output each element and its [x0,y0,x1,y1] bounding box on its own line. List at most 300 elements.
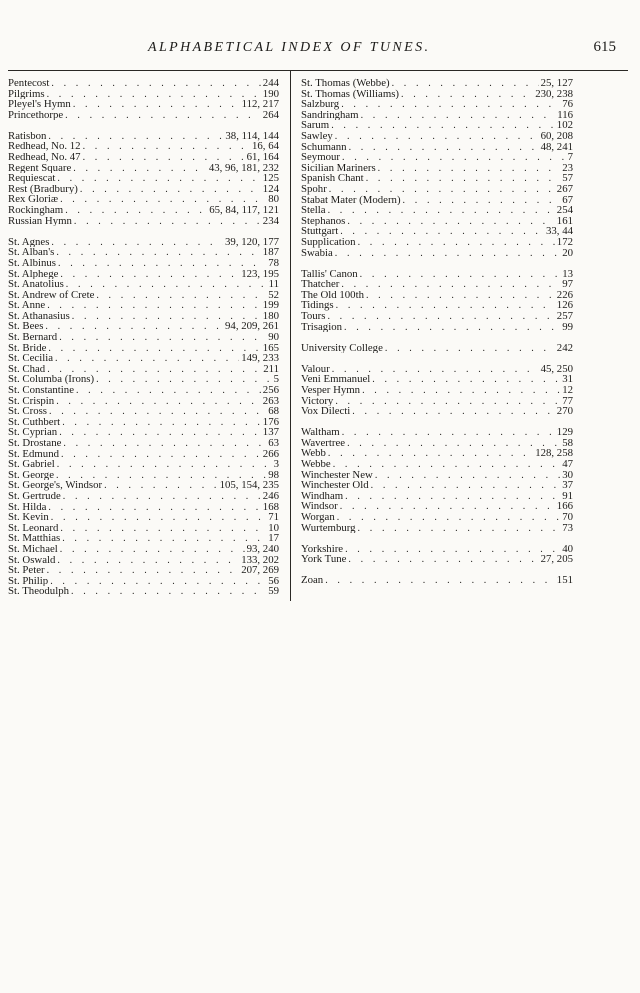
index-group [301,575,573,586]
tune-name: Rest (Bradbury) [8,183,78,195]
index-entry [8,523,279,534]
tune-name: Webb [301,448,326,459]
dot-leader [56,397,261,407]
page-references: 128, 258 [535,448,573,459]
dot-leader [337,513,560,523]
index-entry [301,163,573,174]
index-entry [8,427,279,438]
index-group [8,78,279,120]
page-references: 80 [268,194,279,206]
index-entry [8,290,279,301]
tune-name: Princethorpe [8,109,64,121]
page-references: 257 [556,310,573,322]
index-entry [301,173,573,184]
tune-name: St. Athanasius [8,310,70,322]
page-references: 230, 238 [535,88,573,100]
dot-leader [80,185,261,195]
index-entry [8,343,279,354]
tune-name: Spanish Chant [301,173,364,184]
dot-leader [347,217,554,227]
page-references: 48, 241 [540,141,573,153]
index-group [301,544,573,565]
dot-leader [47,90,261,100]
page-references: 20 [562,247,573,259]
index-entry [301,269,573,280]
page-references: 190 [262,88,279,100]
dot-leader [51,79,260,89]
tune-name: Stabat Mater (Modern) [301,194,401,206]
index-entry [301,470,573,481]
page-references: 116 [557,109,573,121]
dot-leader [366,174,561,184]
dot-leader [73,100,240,110]
page-references: 176 [262,416,279,428]
dot-leader [47,566,240,576]
page-references: 267 [556,183,573,195]
tune-name: Windham [301,490,344,502]
page-references: 207, 269 [241,565,279,576]
tune-name: St. Albinus [8,257,57,269]
index-entry [8,110,279,121]
index-entry [8,205,279,216]
dot-leader [72,312,261,322]
index-entry [8,396,279,407]
tune-name: St. Cuthbert [8,416,61,428]
index-entry [8,512,279,523]
index-column-right [301,78,573,596]
page-references: 125 [262,173,279,184]
tune-name: St. Crispin [8,395,55,407]
dot-leader [58,259,266,269]
index-entry [8,417,279,428]
page-references: 33, 44 [546,226,573,237]
header-rule [8,70,628,71]
page-references: 246 [262,490,279,502]
index-entry [8,555,279,566]
index-entry [301,554,573,565]
tune-name: Tidings [301,300,334,311]
dot-leader [328,449,533,459]
page-references: 39, 120, 177 [225,236,279,248]
tune-name: Pilgrims [8,88,45,100]
tune-name: St. Drostane [8,438,62,449]
index-entry [301,300,573,311]
index-entry [8,321,279,332]
page-references: 151 [556,575,573,586]
dot-leader [371,481,561,491]
page-references: 102 [556,120,573,131]
page-references: 93, 240 [246,543,279,555]
page-references: 17 [268,533,279,544]
column-divider [290,71,291,601]
index-entry [8,374,279,385]
dot-leader [65,206,207,216]
page-references: 23 [562,162,573,174]
tune-name: St. Theodulph [8,586,69,597]
page-references: 149, 233 [241,353,279,364]
index-entry [301,406,573,417]
dot-leader [49,407,266,417]
page-references: 168 [262,501,279,513]
tune-name: St. Leonard [8,522,59,534]
tune-name: St. Matthias [8,533,61,544]
tune-name: Windsor [301,501,338,512]
page-references: 5 [273,374,279,386]
index-group [301,343,573,354]
tune-name: Stella [301,205,326,216]
page-references: 112, 217 [241,99,279,110]
dot-leader [342,428,555,438]
page-number: 615 [593,39,616,55]
dot-leader [335,249,560,259]
dot-leader [76,386,261,396]
index-entry [301,459,573,470]
tune-name: St. Philip [8,575,49,587]
tune-name: Sandringham [301,109,359,121]
dot-leader [59,428,261,438]
dot-leader [325,576,555,586]
index-entry [8,364,279,375]
dot-leader [55,354,239,364]
dot-leader [358,238,555,248]
tune-name: St. Michael [8,543,58,555]
dot-leader [341,100,560,110]
page-references: 187 [262,247,279,258]
dot-leader [348,555,538,565]
tune-name: St. Edmund [8,448,59,460]
tune-name: St. George [8,469,54,481]
page-references: 99 [562,321,573,333]
dot-leader [345,545,560,555]
tune-name: St. Andrew of Crete [8,289,95,301]
page-references: 133, 202 [241,554,279,566]
dot-leader [56,471,266,481]
index-entry [8,258,279,269]
index-entry [8,152,279,163]
tune-name: St. Oswald [8,554,56,566]
dot-leader [336,301,555,311]
tune-name: St. Hilda [8,501,47,513]
index-entry [301,385,573,396]
tune-name: Redhead, No. 12 [8,141,81,153]
tune-name: Requiescat [8,173,56,184]
dot-leader [65,111,261,121]
dot-leader [331,121,555,131]
page-references: 63 [268,438,279,449]
page-references: 37 [562,480,573,491]
page-references: 47 [562,459,573,470]
dot-leader [57,460,272,470]
page-header [0,40,640,62]
dot-leader [74,217,261,227]
index-entry [8,502,279,513]
page-references: 244 [262,78,279,89]
dot-leader [83,142,250,152]
page-references: 13 [562,268,573,280]
index-entry [301,427,573,438]
tune-name: Pentecost [8,78,50,89]
tune-name: Sicilian Mariners [301,162,376,174]
index-entry [8,533,279,544]
tune-name: Salzburg [301,99,340,110]
index-group [301,427,573,533]
tune-name: St. Kevin [8,512,49,523]
index-entry [301,99,573,110]
tune-name: Redhead, No. 47 [8,152,81,163]
index-entry [301,89,573,100]
page-references: 105, 154, 235 [219,480,279,491]
tune-name: St. Gertrude [8,490,61,502]
page-references: 11 [268,279,279,290]
index-entry [8,449,279,460]
dot-leader [60,545,245,555]
tune-name: Ratisbon [8,130,47,142]
index-entry [8,269,279,280]
page-references: 266 [262,448,279,460]
index-entry [301,438,573,449]
dot-leader [335,132,539,142]
index-group [8,237,279,597]
page-references: 94, 209, 261 [225,321,279,333]
dot-leader [63,492,261,502]
tune-name: Swabia [301,247,333,259]
page-references: 78 [268,257,279,269]
tune-name: St. Anatolius [8,279,64,290]
dot-leader [62,534,266,544]
tune-name: Winchester Old [301,480,369,491]
dot-leader [335,397,560,407]
dot-leader [403,196,561,206]
index-entry [301,279,573,290]
page-references: 27, 205 [540,554,573,565]
dot-leader [60,270,239,280]
dot-leader [48,132,223,142]
tune-name: St. Columba (Irons) [8,374,95,386]
index-group [8,131,279,226]
index-entry [8,576,279,587]
dot-leader [375,471,560,481]
tune-name: Schumann [301,141,347,153]
page-references: 264 [262,109,279,121]
dot-leader [352,407,555,417]
tune-name: Stephanos [301,215,346,227]
index-entry [8,385,279,396]
dot-leader [62,418,261,428]
dot-leader [378,164,561,174]
index-entry [301,374,573,385]
index-entry [301,216,573,227]
tune-name: St. George's, Windsor [8,480,103,491]
index-entry [301,78,573,89]
page-references: 166 [556,501,573,512]
page-references: 211 [263,363,279,375]
index-entry [8,78,279,89]
index-entry [8,491,279,502]
tune-name: Russian Hymn [8,215,72,227]
dot-leader [60,195,266,205]
tune-name: Worgan [301,511,335,523]
index-entry [8,300,279,311]
tune-name: Veni Emmanuel [301,374,371,385]
page-references: 199 [262,300,279,311]
page-references: 254 [556,205,573,216]
tune-name: Pleyel's Hymn [8,99,71,110]
dot-leader [57,556,239,566]
page-references: 68 [268,406,279,417]
dot-leader [60,524,266,534]
index-entry [301,290,573,301]
index-entry [8,459,279,470]
tune-name: Tours [301,310,326,322]
page-references: 60, 208 [540,130,573,142]
page-references: 57 [562,173,573,184]
page-references: 65, 84, 117, 121 [209,205,279,216]
tune-name: Sawley [301,130,333,142]
page-references: 71 [268,512,279,523]
tune-name: Regent Square [8,162,72,174]
tune-name: Yorkshire [301,543,344,555]
dot-leader [349,143,539,153]
index-entry [8,247,279,258]
tune-name: Webbe [301,459,331,470]
page-references: 31 [562,374,573,385]
index-entry [301,512,573,523]
page-references: 263 [262,395,279,407]
page-references: 180 [262,310,279,322]
tune-name: St. Alphege [8,268,59,280]
tune-name: St. Anne [8,300,46,311]
index-entry [8,565,279,576]
tune-name: Tallis' Canon [301,268,358,280]
index-entry [301,322,573,333]
page-references: 16, 64 [252,141,279,153]
dot-leader [341,280,560,290]
index-entry [8,279,279,290]
tune-name: St. Cross [8,406,48,417]
dot-leader [344,323,560,333]
index-entry [8,353,279,364]
page-references: 256 [262,385,279,396]
dot-leader [61,450,261,460]
index-entry [301,248,573,259]
dot-leader [358,524,561,534]
page-title: ALPHABETICAL INDEX OF TUNES. [148,40,431,55]
index-entry [8,470,279,481]
index-entry [301,575,573,586]
dot-leader [366,291,555,301]
index-entry [8,173,279,184]
dot-leader [104,481,218,491]
page-references: 70 [562,511,573,523]
page-references: 98 [268,469,279,481]
dot-leader [361,111,556,121]
page-references: 137 [262,427,279,438]
dot-leader [372,375,560,385]
page-references: 10 [268,522,279,534]
index-entry [301,480,573,491]
dot-leader [328,206,555,216]
index-entry [8,89,279,100]
tune-name: Wurtemburg [301,522,356,534]
page-references: 77 [562,395,573,407]
tune-name: York Tune [301,554,347,565]
dot-leader [57,174,260,184]
index-entry [8,311,279,322]
tune-name: St. Constantine [8,385,74,396]
page-references: 25, 127 [540,78,573,89]
dot-leader [345,492,560,502]
index-entry [8,406,279,417]
index-entry [301,501,573,512]
dot-leader [347,439,560,449]
tune-name: Winchester New [301,469,373,481]
tune-name: University College [301,342,383,354]
page-references: 165 [262,342,279,354]
page-references: 43, 96, 181, 232 [208,162,279,174]
dot-leader [362,386,560,396]
dot-leader [51,238,223,248]
index-entry [8,184,279,195]
index-group [301,269,573,333]
index-entry [8,216,279,227]
page-references: 226 [556,289,573,301]
page-references: 40 [562,543,573,555]
tune-name: Rex Gloriæ [8,194,59,206]
page-references: 45, 250 [540,363,573,375]
tune-name: St. Thomas (Williams) [301,88,400,100]
index-entry [8,332,279,343]
index-entry [301,131,573,142]
page-references: 172 [556,236,573,248]
index-entry [301,448,573,459]
index-entry [301,364,573,375]
page-references: 59 [268,586,279,597]
page-references: 73 [562,522,573,534]
tune-name: Supplication [301,236,356,248]
page-references: 126 [556,300,573,311]
index-entry [301,544,573,555]
dot-leader [47,365,261,375]
dot-leader [48,503,260,513]
index-group [301,364,573,417]
tune-name: St. Bernard [8,332,58,343]
tune-name: St. Thomas (Webbe) [301,78,390,89]
tune-name: Vox Dilecti [301,406,351,417]
tune-name: St. Bees [8,321,44,333]
dot-leader [51,513,266,523]
page-references: 129 [556,427,573,438]
index-entry [301,152,573,163]
page-references: 30 [562,469,573,481]
page-references: 3 [273,459,279,470]
dot-leader [48,344,260,354]
index-entry [301,195,573,206]
index-entry [8,131,279,142]
page-references: 56 [268,575,279,587]
tune-name: Zoan [301,575,324,586]
page-references: 91 [562,490,573,502]
dot-leader [342,153,566,163]
tune-name: Spohr [301,183,327,195]
tune-name: Vesper Hymn [301,384,361,396]
index-column-left [8,78,279,607]
tune-name: St. Chad [8,363,46,375]
index-entry [301,311,573,322]
dot-leader [333,460,560,470]
tune-name: Thatcher [301,279,340,290]
index-entry [8,194,279,205]
dot-leader [401,90,533,100]
